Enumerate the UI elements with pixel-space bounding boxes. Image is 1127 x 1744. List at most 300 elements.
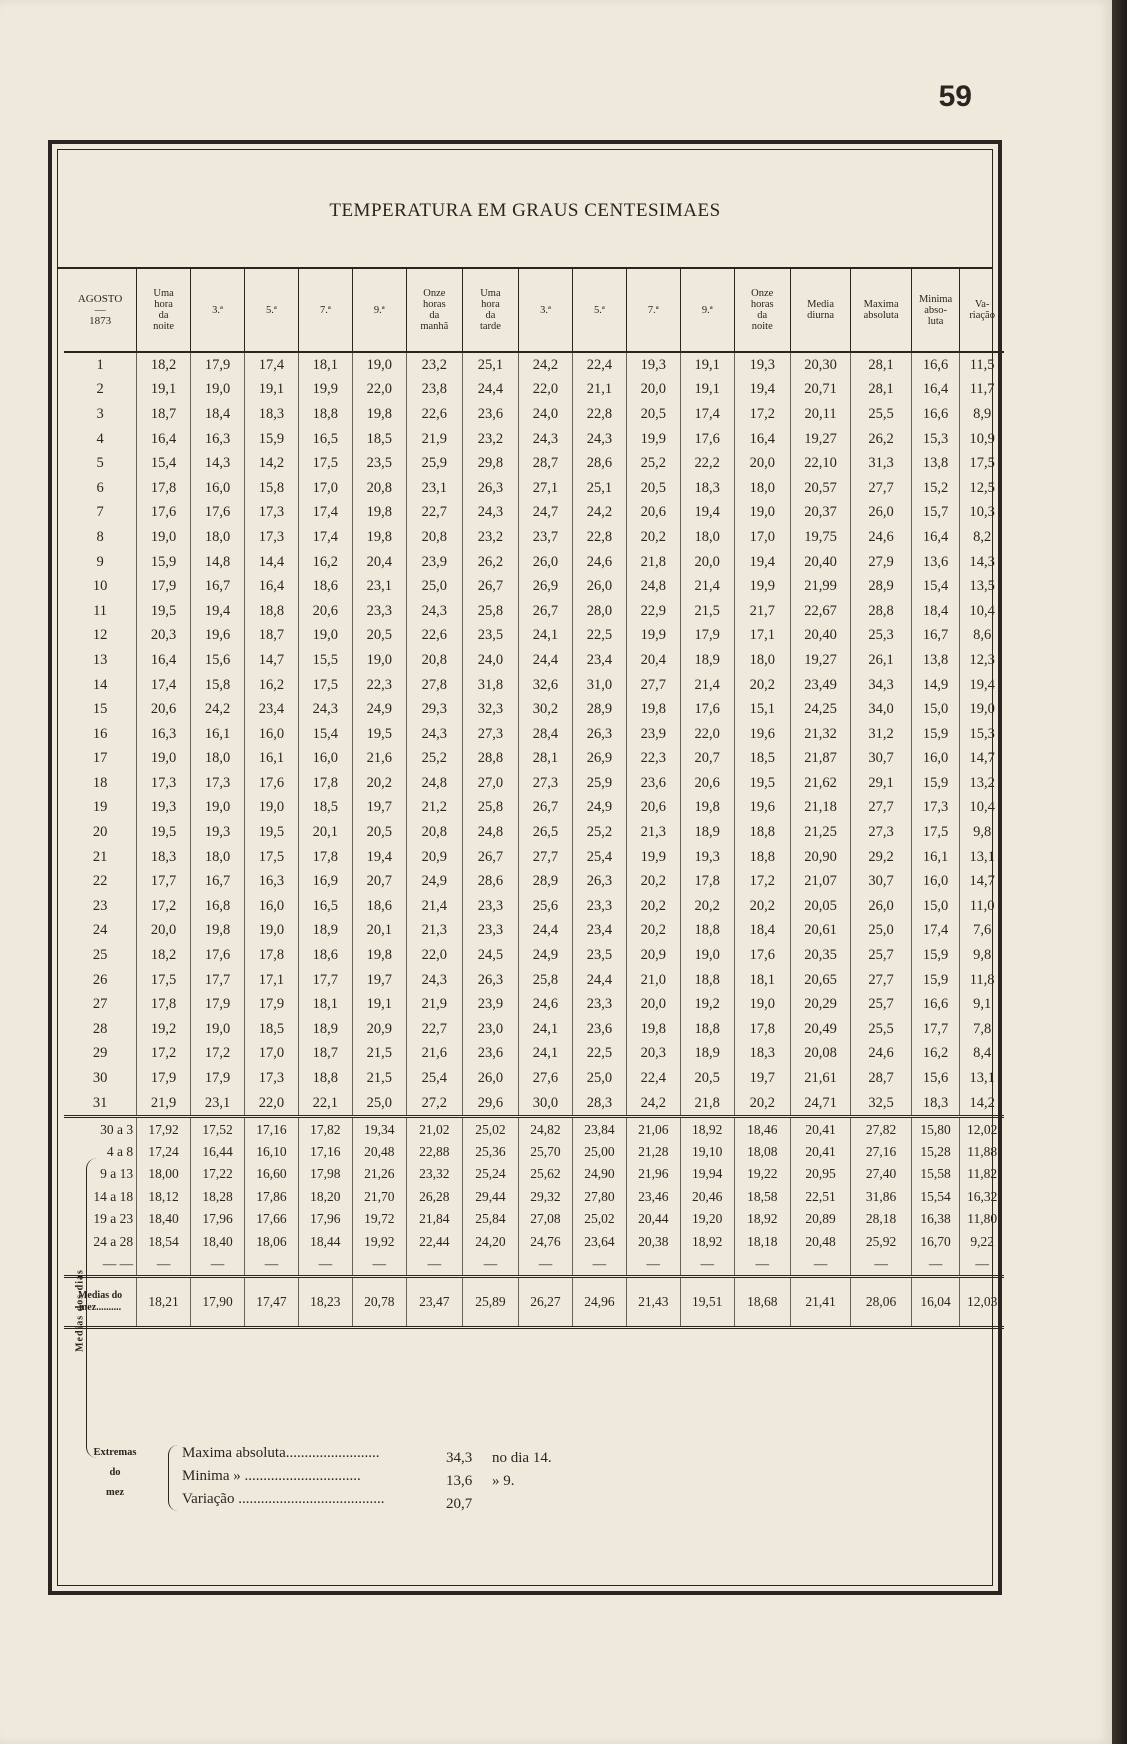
table-cell: — bbox=[734, 1253, 790, 1277]
table-cell: 16,6 bbox=[911, 352, 959, 378]
table-cell: 22,44 bbox=[406, 1230, 462, 1252]
table-cell: 15,7 bbox=[911, 501, 959, 526]
table-cell: 17,7 bbox=[911, 1017, 959, 1042]
table-cell: 23,64 bbox=[572, 1230, 626, 1252]
table-cell: 25,2 bbox=[572, 820, 626, 845]
table-cell: 10,4 bbox=[960, 796, 1004, 821]
table-cell: 12,3 bbox=[960, 648, 1004, 673]
period-row bbox=[64, 1253, 1004, 1277]
table-cell: 21,06 bbox=[626, 1117, 680, 1141]
table-cell: 21,7 bbox=[734, 599, 790, 624]
table-cell: 13,8 bbox=[911, 451, 959, 476]
table-cell: 19,8 bbox=[626, 697, 680, 722]
table-cell: 16,60 bbox=[244, 1163, 298, 1185]
table-cell: 20,0 bbox=[137, 919, 191, 944]
table-cell: 20,2 bbox=[734, 1091, 790, 1117]
table-cell: 15,28 bbox=[911, 1141, 959, 1163]
table-cell: 18,2 bbox=[137, 352, 191, 378]
table-cell: 20,8 bbox=[406, 525, 462, 550]
table-cell: 24,71 bbox=[790, 1091, 851, 1117]
table-cell: 20,0 bbox=[680, 550, 734, 575]
table-cell: 19,8 bbox=[191, 919, 245, 944]
table-cell: 16,6 bbox=[911, 992, 959, 1017]
table-cell: 28,6 bbox=[572, 451, 626, 476]
extreme-extra: no dia 14. bbox=[492, 1450, 552, 1466]
table-cell: 13,2 bbox=[960, 771, 1004, 796]
table-cell: 19,0 bbox=[298, 624, 352, 649]
table-cell: 18,0 bbox=[734, 476, 790, 501]
table-cell: 19,3 bbox=[734, 352, 790, 378]
table-row bbox=[64, 378, 1004, 403]
table-cell: 23,32 bbox=[406, 1163, 462, 1185]
table-cell: 21,28 bbox=[626, 1141, 680, 1163]
table-cell: 17,5 bbox=[137, 968, 191, 993]
table-cell: 22,5 bbox=[572, 624, 626, 649]
table-cell: 17,2 bbox=[137, 1042, 191, 1067]
table-cell: 8,2 bbox=[960, 525, 1004, 550]
table-cell: 26,7 bbox=[519, 599, 573, 624]
header-col-3: 5.ª bbox=[244, 269, 298, 352]
table-cell: 11,88 bbox=[960, 1141, 1004, 1163]
table-cell: 26,9 bbox=[519, 574, 573, 599]
table-cell: 19,6 bbox=[191, 624, 245, 649]
header-col-4: 7.ª bbox=[298, 269, 352, 352]
table-cell: 22,9 bbox=[626, 599, 680, 624]
table-cell: 25,02 bbox=[572, 1208, 626, 1230]
table-row bbox=[64, 402, 1004, 427]
table-cell: 23,6 bbox=[572, 1017, 626, 1042]
table-cell: 18,6 bbox=[298, 574, 352, 599]
table-cell: 19,0 bbox=[680, 943, 734, 968]
table-row bbox=[64, 722, 1004, 747]
table-cell: 21,5 bbox=[352, 1042, 406, 1067]
month-means-row bbox=[64, 1277, 1004, 1328]
table-cell: 20,2 bbox=[626, 525, 680, 550]
table-cell: 21,41 bbox=[790, 1277, 851, 1328]
day-number: 3 bbox=[96, 405, 104, 422]
table-cell: 25,89 bbox=[462, 1277, 518, 1328]
table-cell: 26,0 bbox=[851, 894, 912, 919]
period-range: 14 a 18 bbox=[93, 1188, 134, 1204]
table-cell: 15,4 bbox=[911, 574, 959, 599]
table-cell: 14,2 bbox=[960, 1091, 1004, 1117]
table-cell: 17,8 bbox=[734, 1017, 790, 1042]
table-cell: — bbox=[911, 1253, 959, 1277]
table-cell: 12,5 bbox=[960, 476, 1004, 501]
table-cell: 18,28 bbox=[191, 1186, 245, 1208]
table-cell: 30,0 bbox=[519, 1091, 573, 1117]
table-cell: 21,61 bbox=[790, 1066, 851, 1091]
table-cell: 21,8 bbox=[626, 550, 680, 575]
table-cell: 13,1 bbox=[960, 1066, 1004, 1091]
table-cell: 15,8 bbox=[244, 476, 298, 501]
table-cell: 18,92 bbox=[680, 1117, 734, 1141]
table-cell: 20,2 bbox=[626, 894, 680, 919]
table-row bbox=[64, 574, 1004, 599]
table-cell: 13,1 bbox=[960, 845, 1004, 870]
table-cell: 19,6 bbox=[734, 722, 790, 747]
table-cell: 14,3 bbox=[191, 451, 245, 476]
table-cell: 21,5 bbox=[352, 1066, 406, 1091]
table-cell: 16,0 bbox=[911, 747, 959, 772]
table-cell: 27,7 bbox=[851, 476, 912, 501]
table-cell: 31,3 bbox=[851, 451, 912, 476]
table-row bbox=[64, 943, 1004, 968]
table-cell: 20,90 bbox=[790, 845, 851, 870]
table-cell: 20,30 bbox=[790, 352, 851, 378]
day-number: 2 bbox=[96, 381, 104, 398]
table-cell: 34,0 bbox=[851, 697, 912, 722]
table-cell: 17,7 bbox=[298, 968, 352, 993]
table-cell: 19,27 bbox=[790, 427, 851, 452]
table-cell: 25,8 bbox=[462, 796, 518, 821]
table-cell: — bbox=[191, 1253, 245, 1277]
table-cell: 18,68 bbox=[734, 1277, 790, 1328]
table-cell: 20,0 bbox=[734, 451, 790, 476]
table-cell: 27,40 bbox=[851, 1163, 912, 1185]
day-number: 8 bbox=[96, 528, 104, 545]
period-row bbox=[64, 1163, 1004, 1185]
header-col-2: 3.ª bbox=[191, 269, 245, 352]
table-cell: 24,5 bbox=[462, 943, 518, 968]
table-cell: 17,16 bbox=[244, 1117, 298, 1141]
header-col-5: 9.ª bbox=[352, 269, 406, 352]
table-cell: 19,9 bbox=[298, 378, 352, 403]
table-cell: 17,6 bbox=[191, 501, 245, 526]
table-cell: 21,9 bbox=[137, 1091, 191, 1117]
table-cell: 16,3 bbox=[244, 869, 298, 894]
table-cell: 16,6 bbox=[911, 402, 959, 427]
table-cell: 20,95 bbox=[790, 1163, 851, 1185]
table-cell: 19,4 bbox=[680, 501, 734, 526]
table-cell: 26,0 bbox=[519, 550, 573, 575]
table-cell: 18,5 bbox=[244, 1017, 298, 1042]
table-cell: 29,44 bbox=[462, 1186, 518, 1208]
period-row bbox=[64, 1186, 1004, 1208]
table-cell: 18,8 bbox=[298, 402, 352, 427]
table-cell: 21,70 bbox=[352, 1186, 406, 1208]
table-cell: 19,7 bbox=[352, 968, 406, 993]
table-cell: 21,4 bbox=[680, 574, 734, 599]
table-cell: 19,2 bbox=[137, 1017, 191, 1042]
table-cell: 24,6 bbox=[519, 992, 573, 1017]
table-cell: 20,9 bbox=[352, 1017, 406, 1042]
table-cell: 18,6 bbox=[352, 894, 406, 919]
table-cell: 7,6 bbox=[960, 919, 1004, 944]
table-cell: 26,7 bbox=[462, 845, 518, 870]
table-cell: 25,5 bbox=[851, 1017, 912, 1042]
table-row bbox=[64, 1091, 1004, 1117]
table-cell: 18,21 bbox=[137, 1277, 191, 1328]
table-cell: 20,2 bbox=[626, 869, 680, 894]
table-cell: 20,9 bbox=[626, 943, 680, 968]
table-cell: 26,3 bbox=[462, 968, 518, 993]
table-cell: 19,9 bbox=[626, 427, 680, 452]
table-cell: 31,2 bbox=[851, 722, 912, 747]
table-cell: 18,4 bbox=[911, 599, 959, 624]
table-cell: 19,1 bbox=[352, 992, 406, 1017]
table-cell: 16,4 bbox=[911, 525, 959, 550]
period-brace bbox=[86, 1158, 97, 1458]
page-number: 59 bbox=[938, 80, 972, 113]
table-cell: 20,35 bbox=[790, 943, 851, 968]
table-cell: 16,1 bbox=[911, 845, 959, 870]
day-number: 9 bbox=[96, 553, 104, 570]
table-cell: 25,9 bbox=[572, 771, 626, 796]
table-cell: — bbox=[519, 1253, 573, 1277]
table-cell: 17,6 bbox=[191, 943, 245, 968]
table-cell: 28,06 bbox=[851, 1277, 912, 1328]
table-cell: 18,8 bbox=[734, 845, 790, 870]
table-cell: 22,0 bbox=[680, 722, 734, 747]
table-cell: 29,6 bbox=[462, 1091, 518, 1117]
table-cell: 13,5 bbox=[960, 574, 1004, 599]
table-cell: 27,08 bbox=[519, 1208, 573, 1230]
period-row bbox=[64, 1230, 1004, 1252]
header-col-13: Media diurna bbox=[790, 269, 851, 352]
table-cell: 27,6 bbox=[519, 1066, 573, 1091]
table-cell: 21,02 bbox=[406, 1117, 462, 1141]
table-cell: 17,3 bbox=[911, 796, 959, 821]
days-body bbox=[64, 352, 1004, 1117]
table-cell: 20,08 bbox=[790, 1042, 851, 1067]
period-row bbox=[64, 1117, 1004, 1141]
table-cell: 17,24 bbox=[137, 1141, 191, 1163]
table-cell: 25,6 bbox=[519, 894, 573, 919]
table-cell: 27,8 bbox=[406, 673, 462, 698]
period-means-body bbox=[64, 1117, 1004, 1277]
table-cell: 24,76 bbox=[519, 1230, 573, 1252]
table-cell: 23,2 bbox=[462, 427, 518, 452]
day-number: 29 bbox=[92, 1045, 108, 1062]
table-cell: 14,7 bbox=[244, 648, 298, 673]
table-frame bbox=[48, 140, 1002, 1595]
table-cell: 20,40 bbox=[790, 624, 851, 649]
table-cell: 25,0 bbox=[572, 1066, 626, 1091]
table-cell: 7,8 bbox=[960, 1017, 1004, 1042]
table-cell: 20,57 bbox=[790, 476, 851, 501]
period-label: Medias dos dias bbox=[74, 1269, 86, 1352]
table-cell: 17,9 bbox=[191, 992, 245, 1017]
table-cell: 24,1 bbox=[519, 1042, 573, 1067]
table-cell: 21,5 bbox=[680, 599, 734, 624]
table-cell: 19,22 bbox=[734, 1163, 790, 1185]
table-cell: 23,1 bbox=[352, 574, 406, 599]
table-cell: 25,5 bbox=[851, 402, 912, 427]
table-cell: — bbox=[462, 1253, 518, 1277]
table-cell: 21,18 bbox=[790, 796, 851, 821]
table-cell: 16,4 bbox=[137, 648, 191, 673]
table-cell: 22,4 bbox=[572, 352, 626, 378]
table-cell: 24,96 bbox=[572, 1277, 626, 1328]
table-cell: 15,4 bbox=[137, 451, 191, 476]
table-row bbox=[64, 501, 1004, 526]
day-number: 24 bbox=[92, 922, 108, 939]
table-cell: 24,82 bbox=[519, 1117, 573, 1141]
table-cell: 20,41 bbox=[790, 1141, 851, 1163]
table-cell: 18,0 bbox=[191, 747, 245, 772]
day-number: 6 bbox=[96, 479, 104, 496]
table-cell: 17,8 bbox=[680, 869, 734, 894]
table-cell: 26,0 bbox=[851, 501, 912, 526]
table-cell: 20,05 bbox=[790, 894, 851, 919]
table-cell: 19,8 bbox=[352, 525, 406, 550]
table-cell: 20,5 bbox=[352, 624, 406, 649]
day-number: 4 bbox=[96, 430, 104, 447]
table-cell: 14,4 bbox=[244, 550, 298, 575]
table-cell: 18,9 bbox=[680, 820, 734, 845]
table-cell: 28,7 bbox=[519, 451, 573, 476]
table-cell: 12,02 bbox=[960, 1117, 1004, 1141]
table-cell: 17,98 bbox=[298, 1163, 352, 1185]
table-cell: 17,4 bbox=[680, 402, 734, 427]
day-number: 20 bbox=[92, 824, 108, 841]
table-cell: 19,20 bbox=[680, 1208, 734, 1230]
table-row bbox=[64, 894, 1004, 919]
table-cell: 24,6 bbox=[572, 550, 626, 575]
table-cell: 18,40 bbox=[191, 1230, 245, 1252]
table-cell: 21,84 bbox=[406, 1208, 462, 1230]
table-cell: 25,1 bbox=[572, 476, 626, 501]
table-cell: 15,0 bbox=[911, 697, 959, 722]
table-cell: 23,8 bbox=[406, 378, 462, 403]
table-cell: 24,1 bbox=[519, 1017, 573, 1042]
table-cell: 22,8 bbox=[572, 525, 626, 550]
table-cell: 20,2 bbox=[734, 894, 790, 919]
table-cell: 19,1 bbox=[680, 378, 734, 403]
table-cell: 19,34 bbox=[352, 1117, 406, 1141]
table-cell: 11,7 bbox=[960, 378, 1004, 403]
table-cell: 23,5 bbox=[462, 624, 518, 649]
table-cell: 19,3 bbox=[626, 352, 680, 378]
table-cell: 26,27 bbox=[519, 1277, 573, 1328]
table-cell: 23,4 bbox=[572, 919, 626, 944]
table-cell: 22,51 bbox=[790, 1186, 851, 1208]
day-number: 7 bbox=[96, 504, 104, 521]
table-cell: 21,4 bbox=[680, 673, 734, 698]
table-cell: 27,2 bbox=[406, 1091, 462, 1117]
table-cell: 21,9 bbox=[406, 992, 462, 1017]
table-cell: 22,1 bbox=[298, 1091, 352, 1117]
extreme-row bbox=[182, 1468, 515, 1490]
table-cell: 16,10 bbox=[244, 1141, 298, 1163]
table-cell: 24,9 bbox=[352, 697, 406, 722]
table-cell: 17,4 bbox=[911, 919, 959, 944]
table-cell: 21,9 bbox=[406, 427, 462, 452]
table-cell: 23,47 bbox=[406, 1277, 462, 1328]
table-cell: 17,4 bbox=[298, 501, 352, 526]
table-cell: 18,8 bbox=[680, 919, 734, 944]
header-date: AGOSTO — 1873 bbox=[64, 269, 137, 352]
table-cell: 19,5 bbox=[244, 820, 298, 845]
table-row bbox=[64, 427, 1004, 452]
table-cell: 20,49 bbox=[790, 1017, 851, 1042]
table-cell: 17,4 bbox=[137, 673, 191, 698]
day-number: 15 bbox=[92, 701, 108, 718]
table-cell: 19,75 bbox=[790, 525, 851, 550]
table-cell: 17,3 bbox=[244, 1066, 298, 1091]
table-cell: 19,9 bbox=[734, 574, 790, 599]
table-cell: 29,3 bbox=[406, 697, 462, 722]
table-cell: 21,0 bbox=[626, 968, 680, 993]
table-cell: 27,1 bbox=[519, 476, 573, 501]
table-cell: 16,44 bbox=[191, 1141, 245, 1163]
table-cell: 19,4 bbox=[960, 673, 1004, 698]
table-cell: 25,4 bbox=[572, 845, 626, 870]
table-cell: 27,9 bbox=[851, 550, 912, 575]
table-cell: 20,8 bbox=[352, 476, 406, 501]
day-number: 26 bbox=[92, 971, 108, 988]
table-cell: 18,54 bbox=[137, 1230, 191, 1252]
table-cell: 17,3 bbox=[191, 771, 245, 796]
table-cell: 15,54 bbox=[911, 1186, 959, 1208]
table-cell: 24,0 bbox=[462, 648, 518, 673]
table-cell: 15,9 bbox=[137, 550, 191, 575]
table-cell: 24,9 bbox=[406, 869, 462, 894]
table-row bbox=[64, 1017, 1004, 1042]
table-cell: 17,82 bbox=[298, 1117, 352, 1141]
table-cell: 8,6 bbox=[960, 624, 1004, 649]
extremes-label: Extremas do mez bbox=[93, 1447, 137, 1498]
table-cell: 22,8 bbox=[572, 402, 626, 427]
table-cell: 26,3 bbox=[572, 722, 626, 747]
table-cell: 23,1 bbox=[406, 476, 462, 501]
table-row bbox=[64, 919, 1004, 944]
table-row bbox=[64, 624, 1004, 649]
table-cell: 19,1 bbox=[680, 352, 734, 378]
table-row bbox=[64, 820, 1004, 845]
table-cell: — bbox=[626, 1253, 680, 1277]
table-cell: 20,46 bbox=[680, 1186, 734, 1208]
table-cell: 26,0 bbox=[572, 574, 626, 599]
table-cell: 19,4 bbox=[734, 550, 790, 575]
table-cell: 15,9 bbox=[911, 968, 959, 993]
table-cell: 27,3 bbox=[851, 820, 912, 845]
table-cell: 19,0 bbox=[244, 919, 298, 944]
table-cell: 23,4 bbox=[244, 697, 298, 722]
table-row bbox=[64, 697, 1004, 722]
table-cell: 27,0 bbox=[462, 771, 518, 796]
table-cell: 23,3 bbox=[352, 599, 406, 624]
table-cell: 28,1 bbox=[851, 352, 912, 378]
table-cell: 19,0 bbox=[734, 501, 790, 526]
table-cell: 20,61 bbox=[790, 919, 851, 944]
table-cell: 15,9 bbox=[244, 427, 298, 452]
table-cell: 23,9 bbox=[406, 550, 462, 575]
table-cell: 11,0 bbox=[960, 894, 1004, 919]
table-cell: 20,11 bbox=[790, 402, 851, 427]
table-cell: 30,7 bbox=[851, 869, 912, 894]
table-cell: 28,7 bbox=[851, 1066, 912, 1091]
table-cell: 17,1 bbox=[244, 968, 298, 993]
table-row bbox=[64, 869, 1004, 894]
table-cell: 32,6 bbox=[519, 673, 573, 698]
table-cell: 17,9 bbox=[137, 1066, 191, 1091]
table-cell: 19,5 bbox=[137, 599, 191, 624]
table-cell: 22,3 bbox=[352, 673, 406, 698]
table-cell: 25,1 bbox=[462, 352, 518, 378]
table-cell: 9,22 bbox=[960, 1230, 1004, 1252]
day-number: 10 bbox=[92, 578, 108, 595]
table-cell: 16,4 bbox=[911, 378, 959, 403]
table-cell: 21,25 bbox=[790, 820, 851, 845]
table-cell: 10,3 bbox=[960, 501, 1004, 526]
table-cell: 24,0 bbox=[519, 402, 573, 427]
table-cell: 25,9 bbox=[406, 451, 462, 476]
table-cell: 21,3 bbox=[626, 820, 680, 845]
table-cell: 25,00 bbox=[572, 1141, 626, 1163]
table-cell: 25,8 bbox=[462, 599, 518, 624]
